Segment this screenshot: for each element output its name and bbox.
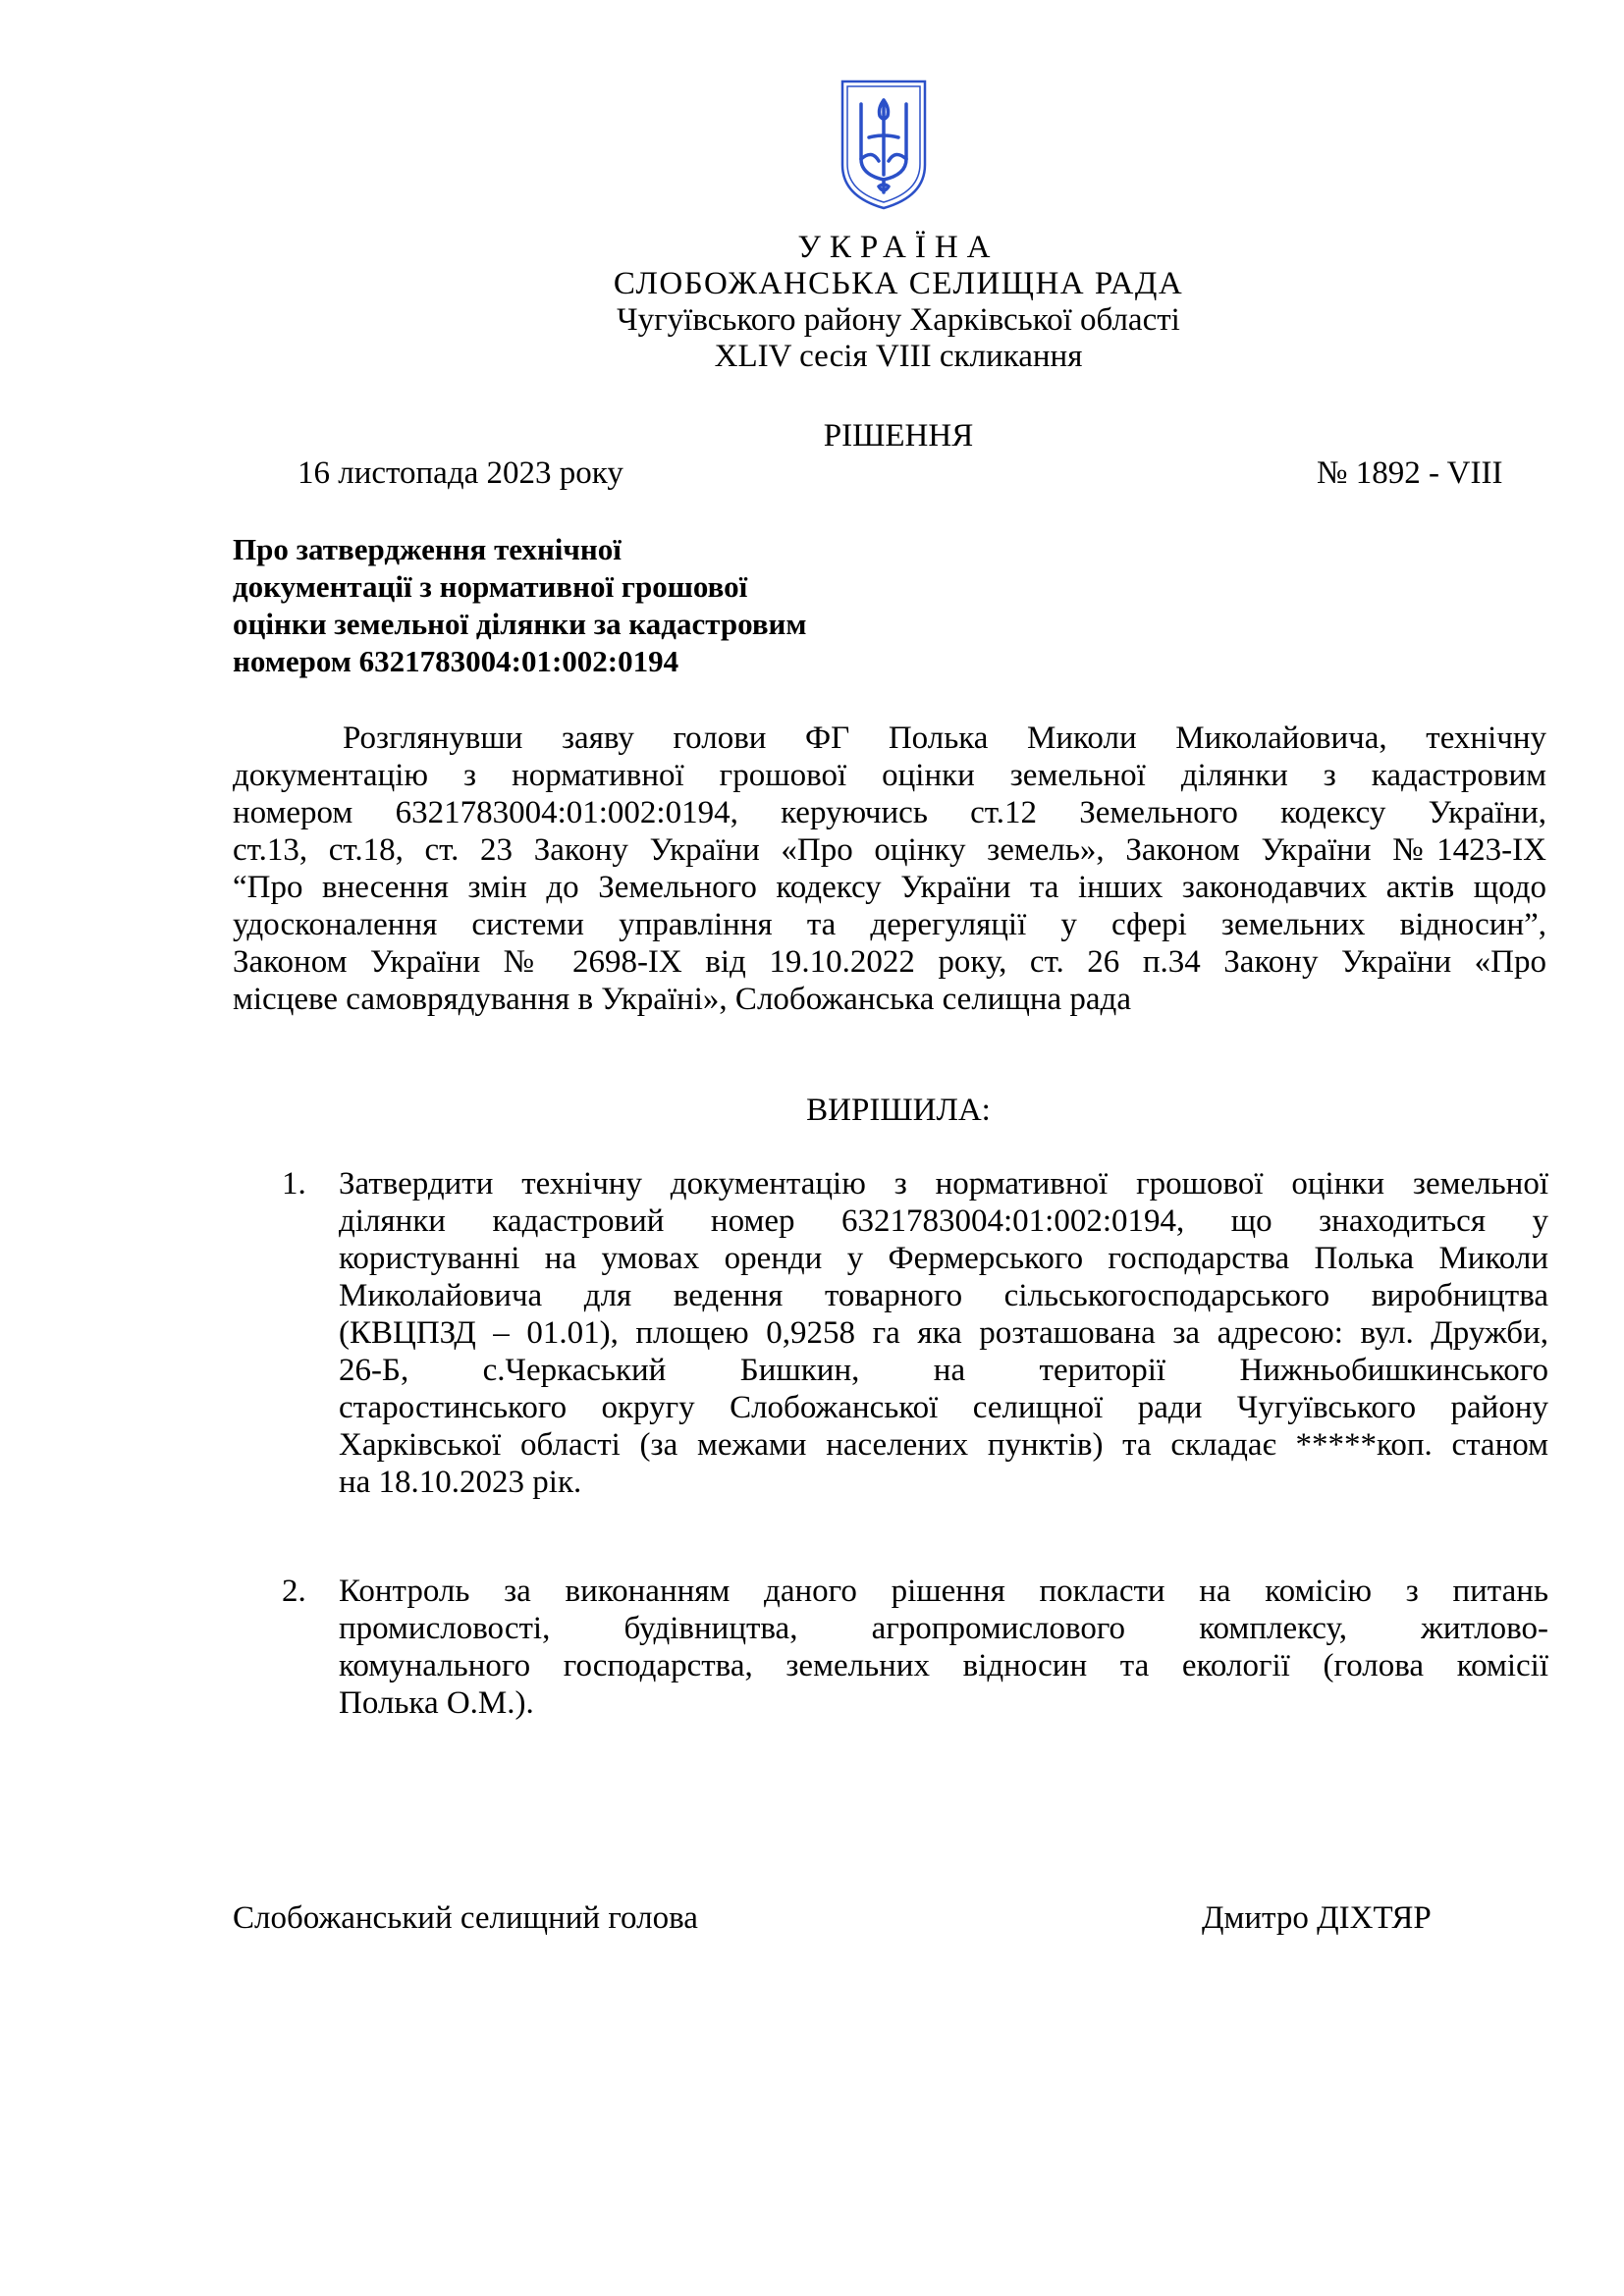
item-text [339, 1573, 1548, 1722]
session-subheading: XLIV сесія VIII скликання [714, 339, 1083, 374]
signatory-position: Слобожанський селищний голова [233, 1900, 698, 1936]
decision-title [233, 531, 807, 680]
item-number: 1. [282, 1166, 306, 1201]
intro-line: номером 6321783004:01:002:0194, керуючись ст.12 Земельного кодексу України, [233, 795, 1546, 830]
item-line: старостинського округу Слобожанської селищної ради Чугуївського району [339, 1390, 1548, 1425]
item-line: користуванні на умовах оренди у Фермерського господарства Полька Миколи [339, 1241, 1548, 1276]
item-line: на 18.10.2023 рік. [339, 1465, 582, 1500]
intro-line: документацію з нормативної грошової оцінки земельної ділянки з кадастровим [233, 758, 1546, 793]
item-line: 26-Б, с.Черкаський Бишкин, на території Нижньобишкинського [339, 1353, 1548, 1388]
title-line: номером 6321783004:01:002:0194 [233, 644, 679, 678]
intro-line: “Про внесення змін до Земельного кодексу України та інших законодавчих актів щодо [233, 870, 1546, 905]
item-line: Затвердити технічну документацію з нормативної грошової оцінки земельної [339, 1166, 1548, 1201]
title-line: Про затвердження технічної [233, 532, 622, 566]
intro-line: ст.13, ст.18, ст. 23 Закону України «Про оцінку земель», Законом України №1423-IX [233, 832, 1546, 868]
decision-number: № 1892 - VIII [1317, 455, 1503, 491]
intro-paragraph [233, 720, 1546, 1018]
district-subheading: Чугуївського району Харківської області [617, 302, 1180, 338]
intro-line: Розглянувши заяву голови ФГ Полька Миколи Миколайовича, технічну [343, 721, 1546, 756]
decision-heading: РІШЕННЯ [823, 418, 974, 454]
item-line: промисловості, будівництва, агропромислового комплексу, житлово- [339, 1611, 1548, 1646]
item-line: ділянки кадастровий номер 6321783004:01:002:0194, що знаходиться у [339, 1203, 1548, 1239]
title-line: документації з нормативної грошової [233, 569, 748, 604]
item-line: Полька О.М.). [339, 1685, 534, 1721]
item-line: Миколайовича для ведення товарного сільськогосподарського виробництва [339, 1278, 1548, 1313]
item-line: Харківської області (за межами населених пунктів) та складає *****коп. станом [339, 1427, 1548, 1463]
intro-line: місцеве самоврядування в Україні», Слобожанська селищна рада [233, 982, 1131, 1017]
item-line: комунального господарства, земельних відносин та екології (голова комісії [339, 1648, 1548, 1683]
country-heading: УКРАЇНА [797, 230, 1000, 265]
item-number: 2. [282, 1574, 306, 1609]
item-text [339, 1165, 1548, 1501]
item-line: (КВЦПЗД – 01.01), площею 0,9258 га яка розташована за адресою: вул. Дружби, [339, 1315, 1548, 1351]
decision-date: 16 листопада 2023 року [298, 455, 623, 491]
intro-line: Законом України № 2698-IX від 19.10.2022 року, ст. 26 п.34 Закону України «Про [233, 944, 1546, 980]
trident-coat-of-arms-icon [839, 79, 928, 211]
intro-line: удосконалення системи управління та дерегуляції у сфері земельних відносин”, [233, 907, 1546, 942]
item-line: Контроль за виконанням даного рішення покласти на комісію з питань [339, 1574, 1548, 1609]
title-line: оцінки земельної ділянки за кадастровим [233, 607, 807, 641]
signatory-name: Дмитро ДІХТЯР [1202, 1900, 1432, 1936]
council-heading: СЛОБОЖАНСЬКА СЕЛИЩНА РАДА [613, 266, 1184, 301]
decided-heading: ВИРІШИЛА: [806, 1093, 991, 1128]
